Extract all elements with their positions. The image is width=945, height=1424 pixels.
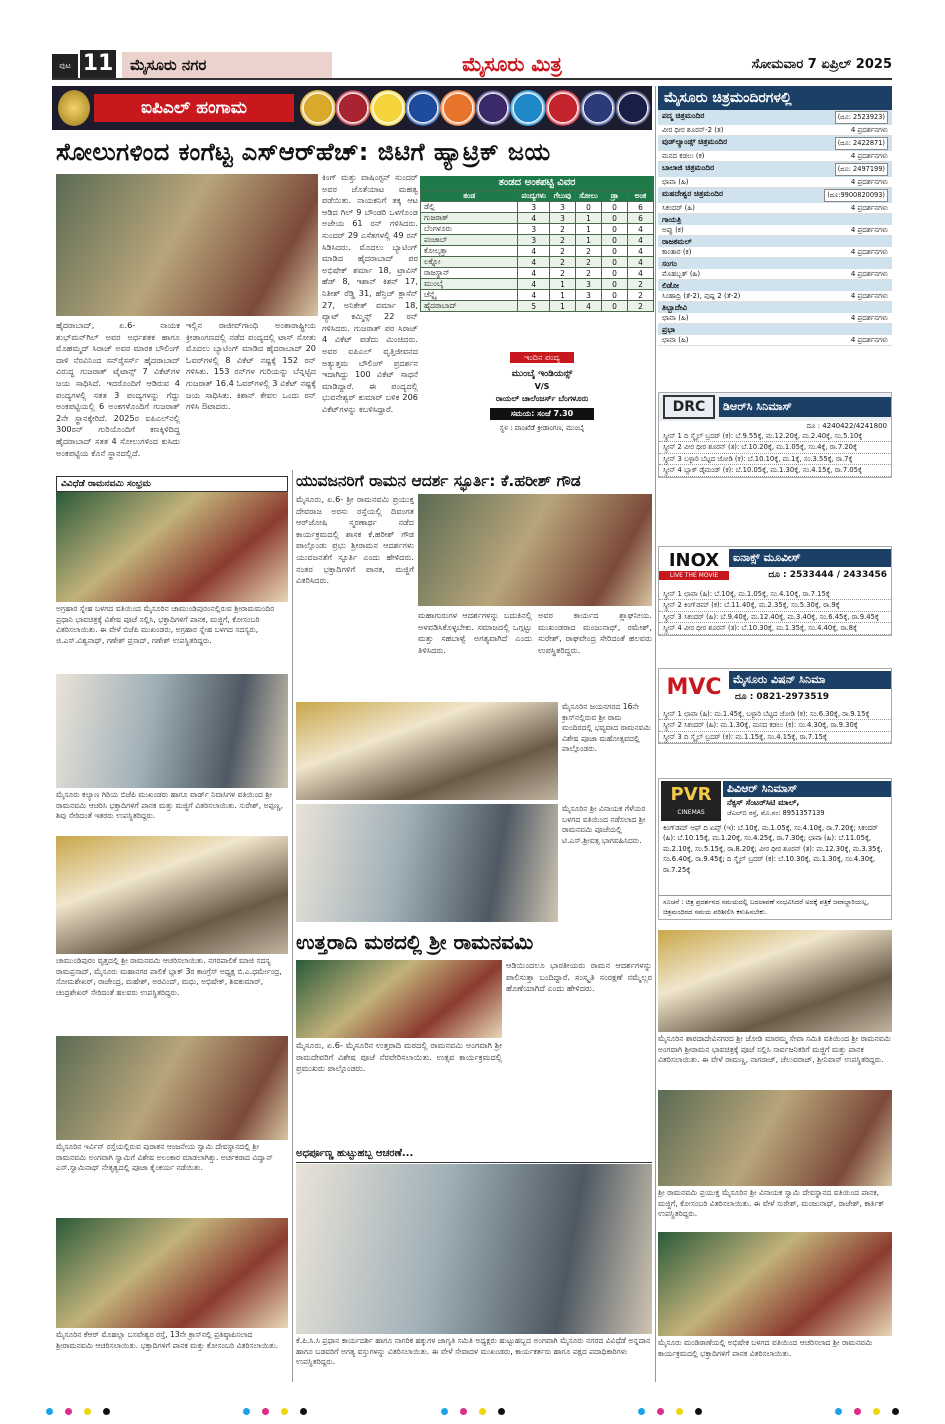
- ipl-banner-title: ಐಪಿಎಲ್ ಹಂಗಾಮ: [94, 94, 294, 122]
- drc-name: ಡಿಆರ್‌ಸಿ ಸಿನಿಮಾಸ್: [719, 397, 891, 417]
- movie-title: ಛಾವಾ (ಹಿ): [662, 314, 689, 322]
- team-name-cell: ಮುಂಬೈ: [421, 279, 518, 290]
- theatre-title: [658, 188, 892, 203]
- stat-cell: 0: [576, 202, 602, 213]
- section-title: ಮೈಸೂರು ನಗರ: [122, 52, 332, 78]
- stat-cell: 4: [628, 257, 654, 268]
- table-row: [421, 279, 654, 290]
- uttaradi-text-1: ಮೈಸೂರು, ಏ.6- ಮೈಸೂರಿನ ಉತ್ತರಾದಿ ಮಠದಲ್ಲಿ ರಾಮನವಮಿ ಅಂಗವಾಗಿ ಶ್ರೀ ರಾಮದೇವರಿಗೆ ವಿಶೇಷ ಪೂಜೆ ನೆರವೇರಿಸಲಾಯಿತು. ಉತ್ಸವ ಕಾರ್ಯಕ್ರಮದಲ್ಲಿ ಪ್ರಮುಖರು ಪಾಲ್ಗೊಂಡರು.: [296, 1040, 502, 1074]
- team-logo-icon: [370, 90, 406, 126]
- pvr-logo-sub: CINEMAS: [677, 809, 705, 816]
- movie-title: ಮನದ ಕಡಲು (ಕ): [662, 152, 705, 160]
- stat-cell: 4: [518, 290, 550, 301]
- registration-dot: [460, 1408, 467, 1415]
- registration-dot: [262, 1408, 269, 1415]
- stat-cell: 1: [550, 279, 576, 290]
- theatre-name: ರಾಜಕಮಲ್: [662, 237, 692, 246]
- column-rule: [292, 470, 293, 1382]
- ipl-trophy-icon: [58, 90, 90, 126]
- points-table-header-cell: ಸೋಲು: [576, 191, 602, 202]
- screen-listing: ಸ್ಕ್ರೀನ್ 3 ಸಿಕಂದರ್ (ಹಿ): ಬೆ.9.40ಕ್ಕೆ, ಮ.12.40ಕ್ಕೆ, ಮ.3.40ಕ್ಕೆ, ಸಂ.6.45ಕ್ಕೆ, ರಾ.9.45ಕ್ಕೆ: [659, 612, 891, 623]
- movie-row: [658, 313, 892, 324]
- ramanavami-caption-4: ಮೈಸೂರಿನ ಇರ್ವಿನ್ ರಸ್ತೆಯಲ್ಲಿರುವ ಪುರಾತನ ಆಂಜನೇಯ ಸ್ವಾಮಿ ದೇವಸ್ಥಾನದಲ್ಲಿ ಶ್ರೀ ರಾಮನವಮಿ ಅಂಗವಾಗಿ ಸ್ವಾಮಿಗೆ ವಿಶೇಷ ಅಲಂಕಾರ ಮಾಡಲಾಗಿತ್ತು. ಅರ್ಚಕರಾದ ವಿದ್ವಾನ್ ಎಸ್.ಸ್ವಾಮಿನಾಥ್ ನೇತೃತ್ವದಲ್ಲಿ ಪೂಜಾ ಕೈಂಕರ್ಯ ನಡೆಯಿತು.: [56, 1142, 273, 1173]
- inox-box: [658, 546, 892, 636]
- drc-screens: [659, 431, 891, 477]
- stat-cell: 2: [550, 257, 576, 268]
- mvc-box: [658, 668, 892, 744]
- right-caption-1: ಮೈಸೂರಿನ ಶಾರದಾದೇವಿನಗರದ ಶ್ರೀ ಜೋಡಿ ಮಾರಮ್ಮ ಸೇವಾ ಸಮಿತಿ ವತಿಯಿಂದ ಶ್ರೀ ರಾಮನವಮಿ ಅಂಗವಾಗಿ ಶ್ರೀರಾಮನ ಭಾವಚಿತ್ರಕ್ಕೆ ಪೂಜೆ ಸಲ್ಲಿಸಿ ಸಾರ್ವಜನಿಕರಿಗೆ ಮಜ್ಜಿಗೆ ಮತ್ತು ಪಾನಕ ವಿತರಿಸಲಾಯಿತು. ಈ ವೇಳೆ ರಾಮಣ್ಣ, ನಾಗರಾಜ್, ಚೆಲುವರಾಜ್, ಶ್ರೀನಿವಾಸ್ ಉಪಸ್ಥಿತರಿದ್ದರು.: [658, 1034, 891, 1065]
- show-count: 4 ಪ್ರದರ್ಶನಗಳು: [850, 152, 888, 160]
- stat-cell: 4: [628, 235, 654, 246]
- registration-dot: [498, 1408, 505, 1415]
- team-logo-icon: [580, 90, 616, 126]
- table-row: [421, 235, 654, 246]
- movie-row: [658, 125, 892, 136]
- stat-cell: 3: [576, 279, 602, 290]
- uttaradi-text-side: ಆಡಿಯಿಂದಲೂ ಭಾರತೀಯರು ರಾಮನ ಆದರ್ಶಗಳನ್ನು ಪಾಲಿಸುತ್ತಾ ಬಂದಿದ್ದಾರೆ. ಸಂಸ್ಕೃತಿ ಸಂರಕ್ಷಣೆ ನಮ್ಮೆಲ್ಲರ ಹೊಣೆಯಾಗಿದೆ ಎಂದು ಹೇಳಿದರು.: [506, 960, 652, 994]
- inox-phone: ದೂ : 2533444 / 2433456: [768, 570, 887, 580]
- stat-cell: 4: [518, 257, 550, 268]
- today-match-time: ಸಮಯ: ಸಂಜೆ 7.30: [490, 408, 594, 420]
- table-row: [421, 257, 654, 268]
- page-number: 11: [80, 50, 116, 78]
- theatre-name: ಪದ್ಮ ಚಿತ್ರಮಂದಿರ: [662, 111, 705, 120]
- ramanavami-caption-2: ಮೈಸೂರು ಕಲ್ಯಾಣ ಗಿರಿಯ ಬಿಜೆಪಿ ಮುಖಂಡರು ಹಾಗೂ ವಾರ್ಡ್ ನಿವಾಸಿಗಳ ವತಿಯಿಂದ ಶ್ರೀ ರಾಮನವಮಿ ಆಚರಿಸಿ ಭಕ್ತಾದಿಗಳಿಗೆ ಪಾನಕ ಮತ್ತು ಮಜ್ಜಿಗೆ ವಿತರಿಸಲಾಯಿತು. ಸುರೇಶ್, ಅಪ್ಪಣ್ಣ, ಶಿವು ಸೇರಿದಂತೆ ಇತರರು ಉಪಸ್ಥಿತರಿದ್ದರು.: [56, 790, 283, 821]
- ramanavami-photo-5: [56, 1218, 288, 1328]
- team-name-cell: ಡೆಲ್ಲಿ: [421, 202, 518, 213]
- team-logo-icon: [300, 90, 336, 126]
- show-count: 4 ಪ್ರದರ್ಶನಗಳು: [850, 336, 888, 344]
- movie-row: [658, 247, 892, 258]
- theatre-phone: (ದೂ:9900820093): [824, 189, 888, 202]
- show-count: 4 ಪ್ರದರ್ಶನಗಳು: [850, 292, 888, 300]
- screen-listing: ಸ್ಕ್ರೀನ್ 3 ದಿ ಸ್ಮೈಲ್ ಬ್ರದರ್ (ಕ): ಮ.1.15ಕ್ಕೆ, ಸಂ.4.15ಕ್ಕೆ, ರಾ.7.15ಕ್ಕೆ: [659, 732, 891, 743]
- inox-name: ಐನಾಕ್ಸ್ ಮೂವೀಸ್: [729, 549, 891, 567]
- theatre-title: [658, 302, 892, 313]
- screen-listing: ಸ್ಕ್ರೀನ್ 2 ವೀರ ಧೀರ ಶೂರನ್ (ತ): ಬೆ.10.20ಕ್ಕೆ, ಮ.1.05ಕ್ಕೆ, ಸಂ.4ಕ್ಕೆ, ರಾ.7.20ಕ್ಕೆ: [659, 442, 891, 453]
- registration-dot: [695, 1408, 702, 1415]
- stat-cell: 0: [602, 202, 628, 213]
- screen-listing: ಸ್ಕ್ರೀನ್ 2 ಕಿಂಗ್‌ಡಮ್ (ಕ): ಬೆ.11.40ಕ್ಕೆ, ಮ.2.35ಕ್ಕೆ, ಸಂ.5.30ಕ್ಕೆ, ರಾ.9ಕ್ಕೆ: [659, 600, 891, 611]
- table-row: [421, 290, 654, 301]
- today-match-label: ಇಂದಿನ ಪಂದ್ಯ: [510, 352, 574, 363]
- movie-title: ಮೊಹಬ್ಬತ್ (ಹಿ): [662, 270, 701, 278]
- stat-cell: 2: [550, 235, 576, 246]
- stat-cell: 6: [628, 213, 654, 224]
- stat-cell: 2: [628, 301, 654, 312]
- registration-dot: [46, 1408, 53, 1415]
- pvr-listing: ಕಿಂಗ್‌ಡಮ್ ಆಫ್ ದಿ ಏಪ್ಸ್ (ಇ): ಬೆ.10ಕ್ಕೆ, ಮ.1.05ಕ್ಕೆ, ಸಂ.4.10ಕ್ಕೆ, ರಾ.7.20ಕ್ಕೆ; ಸಿಕಂದರ್ (ಹಿ): ಬೆ.10.15ಕ್ಕೆ, ಮ.1.20ಕ್ಕೆ, ಸಂ.4.25ಕ್ಕೆ, ರಾ.7.30ಕ್ಕೆ; ಛಾವಾ (ಹಿ): ಬೆ.11.05ಕ್ಕೆ, ಮ.2.10ಕ್ಕೆ, ಸಂ.5.15ಕ್ಕೆ, ರಾ.8.20ಕ್ಕೆ; ವೀರ ಧೀರ ಶೂರನ್ (ತ): ಮ.12.30ಕ್ಕೆ, ಮ.3.35ಕ್ಕೆ, ಸಂ.6.40ಕ್ಕೆ, ರಾ.9.45ಕ್ಕೆ; ದಿ ಸ್ಮೈಲ್ ಬ್ರದರ್ (ಕ): ಬೆ.10.30ಕ್ಕೆ, ಮ.1.30ಕ್ಕೆ, ಸಂ.4.30ಕ್ಕೆ, ರಾ.7.25ಕ್ಕೆ: [663, 824, 883, 874]
- paper-name: ಮೈಸೂರು ಮಿತ್ರ: [462, 52, 562, 76]
- table-row: [421, 213, 654, 224]
- stat-cell: 3: [576, 290, 602, 301]
- right-photo-1: [658, 930, 892, 1032]
- stat-cell: 4: [628, 246, 654, 257]
- ramanavami-caption-5: ಮೈಸೂರಿನ ಕೆಆರ್ ಮೊಹಲ್ಲಾ ಬಸವೇಶ್ವರ ರಸ್ತೆ, 13ನೇ ಕ್ರಾಸ್‌ನಲ್ಲಿ ಪ್ರತಿಷ್ಠಾಪಿಸಲಾದ ಶ್ರೀರಾಮನವಮಿ ಆಚರಿಸಲಾಯಿತು. ಭಕ್ತಾದಿಗಳಿಗೆ ಪಾನಕ ಮತ್ತು ಕೋಸಂಬರಿ ವಿತರಿಸಲಾಯಿತು.: [56, 1330, 279, 1350]
- stat-cell: 0: [602, 213, 628, 224]
- theatre-name: ವುಡ್‌ಲ್ಯಾಂಡ್ಸ್ ಚಿತ್ರಮಂದಿರ: [662, 137, 728, 146]
- movie-title: ಸಿಂಹಾದ್ರಿ (ತೆ-2), ಪುಷ್ಪ 2 (ತೆ-2): [662, 292, 741, 300]
- team-logo-icon: [545, 90, 581, 126]
- stat-cell: 0: [602, 301, 628, 312]
- birthday-heading: ಅಧರ್ಪೂಣ್ಣ ಹುಟ್ಟುಹಬ್ಬ ಆಚರಣೆ...: [296, 1146, 652, 1163]
- ipl-col1: ಹೈದರಾಬಾದ್, ಏ.6- ನಾಯಕ ಶುಭ್‌ಮನ್‌ಗಿಲ್ ಅವರ ಅರ್ಧಶತಕ ಹಾಗೂ ಮೊಹಮ್ಮದ್ ಸಿರಾಜ್ ಅವರ ಮಾರಕ ಬೌಲಿಂಗ್ ದಾಳಿ ನೆರವಿನಿಂದ ಸನ್‌ರೈಸರ್ಸ್ ಹೈದರಾಬಾದ್ ವಿರುದ್ಧ ಗುಜರಾತ್ ಟೈಟಾನ್ಸ್ 7 ವಿಕೆಟ್‌ಗಳ ಜಯ ಸಾಧಿಸಿದೆ. ಇದರೊಂದಿಗೆ ಆಡಿರುವ 4 ಪಂದ್ಯಗಳಲ್ಲಿ ಸತತ 3 ಪಂದ್ಯಗಳನ್ನು ಗೆದ್ದು ಅಂಕಪಟ್ಟಿಯಲ್ಲಿ 6 ಅಂಕಗಳೊಂದಿಗೆ ಗುಜರಾತ್ 2ನೇ ಸ್ಥಾನಕ್ಕೇರಿದೆ. 2025ರ ಐಪಿಎಲ್‌ನಲ್ಲಿ 300ರನ್ ಗುರಿಯೊಂದಿಗೆ ಕಣಕ್ಕಿಳಿದಿದ್ದ ಹೈದರಾಬಾದ್ ಸತತ 4 ಸೋಲುಗಳಿಂದ ಕುಸಿದು ಅಂಕಪಟ್ಟಿಯ ಕೊನೆ ಸ್ಥಾನದಲ್ಲಿದೆ.: [56, 320, 180, 458]
- screen-listing: ಸ್ಕ್ರೀನ್ 4 ವೀರ ಧೀರ ಶೂರನ್ (ತ): ಬೆ.10.30ಕ್ಕೆ, ಮ.1.35ಕ್ಕೆ, ಸಂ.4.40ಕ್ಕೆ, ರಾ.8ಕ್ಕೆ: [659, 623, 891, 634]
- cinema-heading: ಮೈಸೂರು ಚಿತ್ರಮಂದಿರಗಳಲ್ಲಿ: [658, 86, 892, 110]
- stat-cell: 4: [518, 213, 550, 224]
- team-name-cell: ರಾಜಸ್ಥಾನ್: [421, 268, 518, 279]
- stat-cell: 0: [602, 224, 628, 235]
- registration-marks: [40, 1400, 905, 1410]
- theatre-name: ಬಾಲಾಜಿ ಚಿತ್ರಮಂದಿರ: [662, 163, 715, 172]
- show-count: 4 ಪ್ರದರ್ಶನಗಳು: [850, 204, 888, 212]
- registration-dot-group: [632, 1400, 708, 1410]
- theatre-title: [658, 236, 892, 247]
- registration-dot: [657, 1408, 664, 1415]
- right-photo-3: [658, 1232, 892, 1336]
- mvc-name: ಮೈಸೂರು ವಿಷನ್ ಸಿನಿಮಾ: [729, 671, 891, 689]
- pvr-address2: ಜೆಎಲ್‌ಬಿ ರಸ್ತೆ, ಮೊ.ನಂ: 8951357139: [727, 809, 825, 817]
- show-count: 4 ಪ್ರದರ್ಶನಗಳು: [850, 126, 888, 134]
- movie-title: ಛಾವಾ (ಹಿ): [662, 336, 689, 344]
- team-name-cell: ಕೋಲ್ಕತ್ತಾ: [421, 246, 518, 257]
- registration-dot: [281, 1408, 288, 1415]
- theatre-title: [658, 214, 892, 225]
- theatre-title: [658, 280, 892, 291]
- theatre-name: ಪ್ರಭಾ: [662, 325, 676, 334]
- stat-cell: 3: [518, 202, 550, 213]
- youth-photo: [418, 494, 652, 606]
- team-name-cell: ಹೈದರಾಬಾದ್: [421, 301, 518, 312]
- show-count: 4 ಪ್ರದರ್ಶನಗಳು: [850, 314, 888, 322]
- team-name-cell: ಚೆನ್ನೈ: [421, 290, 518, 301]
- pvr-address: ನೆಕ್ಸಸ್ ಸೆಂಟರ್‌ಸಿಟಿ ಮಾಲ್,: [727, 798, 800, 807]
- team-logo-icon: [510, 90, 546, 126]
- stat-cell: 4: [518, 268, 550, 279]
- team-name-cell: ಬೆಂಗಳೂರು: [421, 224, 518, 235]
- registration-dot: [854, 1408, 861, 1415]
- show-count: 4 ಪ್ರದರ್ಶನಗಳು: [850, 226, 888, 234]
- today-match-venue: ಸ್ಥಳ : ವಾಂಖೆಡೆ ಕ್ರೀಡಾಂಗಣ, ಮುಂಬೈ: [499, 424, 585, 432]
- registration-dot: [300, 1408, 307, 1415]
- stat-cell: 0: [602, 279, 628, 290]
- youth-headline: ಯುವಜನರಿಗೆ ರಾಮನ ಆದರ್ಶ ಸ್ಫೂರ್ತಿ: ಕೆ.ಹರೀಶ್ ಗೌಡ: [296, 472, 581, 490]
- theatre-name: ಸಂಗಂ: [662, 259, 677, 268]
- youth-text-3: ಅವರ ಕಾರ್ಯದ ಶ್ಲಾಘನೀಯ. ಮುಖಂಡರಾದ ಮಂಜುನಾಥ್, ರಮೇಶ್, ಸುರೇಶ್, ರಾಘವೇಂದ್ರ ಸೇರಿದಂತೆ ಹಲವರು ಉಪಸ್ಥಿತರಿದ್ದರು.: [538, 610, 652, 655]
- registration-dot: [638, 1408, 645, 1415]
- movie-row: [658, 225, 892, 236]
- registration-dot-group: [40, 1400, 116, 1410]
- youth-text-2: ಮಹಾಗುರುಗಳ ಆದರ್ಶಗಳನ್ನು ಬದುಕಿನಲ್ಲಿ ಅಳವಡಿಸಿಕೊಳ್ಳಬೇಕು. ಸಮಾಜದಲ್ಲಿ ಒಗ್ಗಟ್ಟು ಮತ್ತು ಸಹಬಾಳ್ವೆ ಅಗತ್ಯವಾಗಿದೆ ಎಂದು ತಿಳಿಸಿದರು.: [418, 610, 532, 655]
- movie-row: [658, 151, 892, 162]
- mvc-logo: MVC: [666, 675, 722, 700]
- registration-dot: [84, 1408, 91, 1415]
- pvr-note: ಸೂಚನೆ : ಚಿತ್ರ ಪ್ರದರ್ಶನದ ಸಮಯದಲ್ಲಿ ಬದಲಾವಣೆ ಸಂಭವಿಸಿದರೆ ಅದಕ್ಕೆ ಪತ್ರಿಕೆ ಜವಾಬ್ದಾರಿಯಲ್ಲ, ಚಿತ್ರಮಂದಿರದ ಸಮಯ ಪರಿಶೀಲಿಸಿ ಕಳುಹಿಸಬೇಕು.: [659, 895, 891, 919]
- points-table-header-cell: ಅಂಕ: [628, 191, 654, 202]
- registration-dot: [243, 1408, 250, 1415]
- cinema-column: [658, 86, 892, 346]
- ramanavami-heading: ವಿವಿಧೆಡೆ ರಾಮನವಮಿ ಸಂಭ್ರಮ: [56, 476, 288, 492]
- team-logos: [300, 90, 650, 126]
- theatre-title: [658, 258, 892, 269]
- table-row: [421, 246, 654, 257]
- points-table-header-cell: ಡ್ರಾ: [602, 191, 628, 202]
- uttaradi-headline: ಉತ್ತರಾದಿ ಮಠದಲ್ಲಿ ಶ್ರೀ ರಾಮನವಮಿ: [296, 930, 534, 954]
- points-table: [420, 190, 654, 312]
- registration-dot: [441, 1408, 448, 1415]
- registration-dot: [835, 1408, 842, 1415]
- stat-cell: 2: [550, 224, 576, 235]
- movie-title: ಛಾವಾ (ಹಿ): [662, 178, 689, 186]
- birthday-photo: [296, 1164, 652, 1334]
- movie-title: ವೀರ ಧೀರ ಶೂರನ್-2 (ತ): [662, 126, 724, 134]
- column-rule: [655, 86, 656, 1382]
- team-name-cell: ಪಂಜಾಬ್: [421, 235, 518, 246]
- stat-cell: 2: [550, 268, 576, 279]
- issue-date: ಸೋಮವಾರ 7 ಏಪ್ರಿಲ್ 2025: [751, 57, 892, 72]
- stat-cell: 1: [576, 224, 602, 235]
- stat-cell: 3: [550, 213, 576, 224]
- screen-listing: ಸ್ಕ್ರೀನ್ 1 ದಿ ಸ್ಮೈಲ್ ಬ್ರದರ್ (ಕ): ಬೆ.9.55ಕ್ಕೆ, ಮ.12.20ಕ್ಕೆ, ಮ.2.40ಕ್ಕೆ, ಸಂ.5.10ಕ್ಕೆ: [659, 431, 891, 442]
- stat-cell: 4: [518, 246, 550, 257]
- ipl-col3: ಕಿಂಗ್ ಮತ್ತು ವಾಷಿಂಗ್ಟನ್ ಸುಂದರ್ ಅವರ ಜೊತೆಯಾಟ ಮಹತ್ವ ಪಡೆಯಿತು. ನಾಯಕನಿಗೆ ತಕ್ಕ ಆಟ ಆಡಿದ ಗಿಲ್ 9 ಬೌಂಡರಿ ಒಳಗೊಂಡ ಅಜೇಯ 61 ರನ್ ಗಳಿಸಿದರು. ಸುಂದರ್ 29 ಎಸೆತಗಳಲ್ಲಿ 49 ರನ್ ಸಿಡಿಸಿದರು. ಮೊದಲು ಬ್ಯಾಟಿಂಗ್ ಮಾಡಿದ ಹೈದರಾಬಾದ್ ಪರ ಅಭಿಷೇಕ್ ಶರ್ಮಾ 18, ಟ್ರಾವಿಸ್ ಹೆಡ್ 8, ಇಶಾನ್ ಕಿಶನ್ 17, ನಿತೀಶ್ ರೆಡ್ಡಿ 31, ಹೆನ್ರಿಚ್ ಕ್ಲಾಸೆನ್ 27, ಅನಿಕೇತ್ ವರ್ಮಾ 18, ಪ್ಯಾಟ್ ಕಮ್ಮಿನ್ಸ್ 22 ರನ್ ಗಳಿಸಿದರು. ಗುಜರಾತ್ ಪರ ಸಿರಾಜ್ 4 ವಿಕೆಟ್ ಪಡೆದು ಮಿಂಚಿದರು. ಅವರ ಐಪಿಎಲ್ ವೃತ್ತಿಜೀವನದ ಅತ್ಯುತ್ತಮ ಬೌಲಿಂಗ್ ಪ್ರದರ್ಶನ ಇದಾಗಿದ್ದು 100 ವಿಕೆಟ್ ಸಾಧನೆ ಮಾಡಿದ್ದಾರೆ. ಈ ಪಂದ್ಯದಲ್ಲಿ ಭುವನೇಶ್ವರ್ ಕುಮಾರ್ ಬಳಿಕ 206 ವಿಕೆಟ್‌ಗಳನ್ನು ಕಬಳಿಸಿದ್ದಾರೆ.: [322, 172, 418, 414]
- table-row: [421, 268, 654, 279]
- registration-dot: [892, 1408, 899, 1415]
- movie-title: ಕಾಂತಾರ (ಕ): [662, 248, 692, 256]
- points-table-box: [420, 176, 654, 312]
- points-table-title: ತಂಡದ ಅಂಕಪಟ್ಟಿ ವಿವರ: [420, 176, 654, 190]
- registration-dot-group: [435, 1400, 511, 1410]
- masthead: [52, 50, 892, 80]
- stat-cell: 2: [576, 268, 602, 279]
- cinema-list: [658, 110, 892, 346]
- temple-photo-1: [296, 702, 558, 800]
- ramanavami-photo-2: [56, 674, 288, 788]
- show-count: 4 ಪ್ರದರ್ಶನಗಳು: [850, 178, 888, 186]
- pvr-box: [658, 778, 892, 920]
- screen-listing: ಸ್ಕ್ರೀನ್ 4 ಬ್ಲಾಕ್ ಡೈಮಂಡ್ (ಕ): ಬೆ.10.05ಕ್ಕೆ, ಮ.1.30ಕ್ಕೆ, ಸಂ.4.15ಕ್ಕೆ, ರಾ.7.05ಕ್ಕೆ: [659, 465, 891, 476]
- stat-cell: 3: [518, 224, 550, 235]
- table-row: [421, 224, 654, 235]
- points-table-header-cell: ತಂಡ: [421, 191, 518, 202]
- ramanavami-photo-3: [56, 836, 288, 954]
- registration-dot: [65, 1408, 72, 1415]
- team-logo-icon: [475, 90, 511, 126]
- right-photo-2: [658, 1090, 892, 1186]
- team-logo-icon: [335, 90, 371, 126]
- ramanavami-photo-4: [56, 1036, 288, 1140]
- theatre-phone: (ದೂ: 2422871): [835, 137, 888, 150]
- mvc-phone: ದೂ : 0821-2973519: [735, 692, 830, 702]
- drc-logo: DRC: [663, 395, 715, 419]
- stat-cell: 0: [602, 246, 628, 257]
- pvr-name: ಪಿವಿಆರ್ ಸಿನಿಮಾಸ್: [723, 781, 891, 797]
- today-match-team2: ರಾಯಲ್ ಚಾಲೆಂಜರ್ಸ್ ಬೆಂಗಳೂರು: [495, 394, 589, 403]
- ipl-banner: [52, 86, 652, 130]
- theatre-title: [658, 324, 892, 335]
- show-count: 4 ಪ್ರದರ್ಶನಗಳು: [850, 270, 888, 278]
- stat-cell: 3: [550, 202, 576, 213]
- inox-logo: INOX: [668, 550, 720, 571]
- theatre-name: ತಿಬ್ಬಾದೇವಿ: [662, 303, 688, 312]
- screen-listing: ಸ್ಕ್ರೀನ್ 1 ಛಾವಾ (ಹಿ): ಬೆ.10ಕ್ಕೆ, ಮ.1.05ಕ್ಕೆ, ಸಂ.4.10ಕ್ಕೆ, ರಾ.7.15ಕ್ಕೆ: [659, 589, 891, 600]
- stat-cell: 4: [628, 268, 654, 279]
- ramanavami-caption-3: ಚಾಮುಂಡಿಪುರಂ ವೃತ್ತದಲ್ಲಿ ಶ್ರೀ ರಾಮನವಮಿ ಆಚರಿಸಲಾಯಿತು. ನಗರಪಾಲಿಕೆ ಮಾಜಿ ಸದಸ್ಯ ರಾಮಪ್ರಸಾದ್, ಮೈಸೂರು ಮಹಾನಗರ ಪಾಲಿಕೆ ಬ್ಲಾಕ್ 3ರ ಕಾಂಗ್ರೆಸ್ ಅಧ್ಯಕ್ಷ ಬಿ.ಎ.ಧರ್ಮೇಂದ್ರ, ಸೋಮಶೇಖರ್, ರಾಜೇಂದ್ರ, ಮಹೇಶ್, ಅರವಿಂದ್, ಮಧು, ಅಭಿಷೇಕ್, ಶಿವಕುಮಾರ್, ಚಂದ್ರಶೇಖರ್ ಸೇರಿದಂತೆ ಹಲವರು ಉಪಸ್ಥಿತರಿದ್ದರು.: [56, 956, 282, 997]
- stat-cell: 0: [602, 268, 628, 279]
- pvr-logo: PVR: [670, 784, 712, 805]
- stat-cell: 1: [576, 235, 602, 246]
- stat-cell: 2: [576, 246, 602, 257]
- page-label: ಪುಟ: [52, 54, 78, 78]
- team-logo-icon: [405, 90, 441, 126]
- stat-cell: 5: [518, 301, 550, 312]
- ramanavami-caption-1: ಅಗ್ರಹಾರ ಸ್ನೇಹ ಬಳಗದ ವತಿಯಿಂದ ಮೈಸೂರಿನ ಚಾಮುಂಡಿಪುರಂನಲ್ಲಿರುವ ಶ್ರೀರಾಮಮಂದಿರ ಪ್ರಧಾನಿ ಭಾವಚಿತ್ರಕ್ಕೆ ವಿಶೇಷ ಪೂಜೆ ಸಲ್ಲಿಸಿ, ಭಕ್ತಾದಿಗಳಿಗೆ ಪಾನಕ, ಮಜ್ಜಿಗೆ, ಕೋಸಂಬರಿ ವಿತರಿಸಲಾಯಿತು. ಈ ವೇಳೆ ಬಿಜೆಪಿ ಮುಖಂಡರು, ಅಗ್ರಹಾರ ಸ್ನೇಹ ಬಳಗದ ಸದಸ್ಯರು, ಜಿ.ಎಸ್.ವಿಶ್ವನಾಥ್, ಗಣೇಶ್ ಪ್ರಸಾದ್, ಗಣೇಶ್ ಉಪಸ್ಥಿತರಿದ್ದರು.: [56, 604, 275, 645]
- stat-cell: 4: [518, 279, 550, 290]
- registration-dot: [873, 1408, 880, 1415]
- temple-caption-2: ಮೈಸೂರಿನ ಶ್ರೀ ವಿನಾಯಕ ಗೆಳೆಯರ ಬಳಗದ ವತಿಯಿಂದ ನಡೆಸಲಾದ ಶ್ರೀ ರಾಮನವಮಿ ಪೂಜೆಯಲ್ಲಿ ಟಿ.ಎಸ್.ಶ್ರೀವತ್ಸ ಭಾಗವಹಿಸಿದರು.: [562, 804, 646, 845]
- stat-cell: 4: [576, 301, 602, 312]
- uttaradi-photo: [296, 960, 502, 1038]
- movie-row: [658, 335, 892, 346]
- birthday-caption: ಕೆ.ಪಿ.ಸಿ.ಸಿ ಪ್ರಧಾನ ಕಾರ್ಯದರ್ಶಿ ಹಾಗೂ ನಾಗರಿಕ ಹಕ್ಕುಗಳ ಜಾಗೃತಿ ಸಮಿತಿ ಅಧ್ಯಕ್ಷರು ಹುಟ್ಟುಹಬ್ಬದ ಅಂಗವಾಗಿ ಮೈಸೂರು ನಗರದ ವಿವಿಧೆಡೆ ಅನ್ನದಾನ ಹಾಗೂ ಬಡವರಿಗೆ ಅಗತ್ಯ ವಸ್ತುಗಳನ್ನು ವಿತರಿಸಲಾಯಿತು. ಈ ವೇಳೆ ಸೇವಾದಳ ಮುಖಂಡರು, ಕಾರ್ಯಕರ್ತರು ಹಾಗೂ ಪಕ್ಷದ ಪದಾಧಿಕಾರಿಗಳು ಉಪಸ್ಥಿತರಿದ್ದರು.: [296, 1336, 651, 1367]
- stat-cell: 1: [576, 213, 602, 224]
- stat-cell: 0: [602, 235, 628, 246]
- inox-screens: [659, 589, 891, 635]
- team-name-cell: ಗುಜರಾತ್: [421, 213, 518, 224]
- movie-row: [658, 203, 892, 214]
- right-caption-2: ಶ್ರೀ ರಾಮನವಮಿ ಪ್ರಯುಕ್ತ ಮೈಸೂರಿನ ಶ್ರೀ ವಿನಾಯಕ ಸ್ವಾಮಿ ದೇವಸ್ಥಾನದ ವತಿಯಿಂದ ಪಾನಕ, ಮಜ್ಜಿಗೆ, ಕೋಸಂಬರಿ ವಿತರಿಸಲಾಯಿತು. ಈ ವೇಳೆ ಸುರೇಶ್, ಮಂಜುನಾಥ್, ರಾಜೇಶ್, ಕಾರ್ತಿಕ್ ಉಪಸ್ಥಿತರಿದ್ದರು.: [658, 1188, 885, 1219]
- drc-phone: ದೂ : 4240422/4241800: [806, 422, 887, 430]
- ipl-col2: ಇಲ್ಲಿನ ರಾಜೀವ್‌ಗಾಂಧಿ ಅಂತಾರಾಷ್ಟ್ರೀಯ ಕ್ರೀಡಾಂಗಣದಲ್ಲಿ ನಡೆದ ಪಂದ್ಯದಲ್ಲಿ ಟಾಸ್ ಸೋತು ಮೊದಲು ಬ್ಯಾಟಿಂಗ್ ಮಾಡಿದ ಹೈದರಾಬಾದ್ 20 ಓವರ್‌ಗಳಲ್ಲಿ 8 ವಿಕೆಟ್ ನಷ್ಟಕ್ಕೆ 152 ರನ್ ಗಳಿಸಿತು. 153 ರನ್‌ಗಳ ಗುರಿಯನ್ನು ಬೆನ್ನಟ್ಟಿದ ಗುಜರಾತ್ 16.4 ಓವರ್‌ಗಳಲ್ಲಿ 3 ವಿಕೆಟ್ ನಷ್ಟಕ್ಕೆ ಜಯ ಸಾಧಿಸಿತು. ಕಿಶಾನ್ ಕೇವಲ ಒಂದು ರನ್ ಗಳಿಸಿ ಔಟಾದರು.: [186, 320, 316, 412]
- points-table-header: [421, 191, 654, 202]
- theatre-title: [658, 162, 892, 177]
- ipl-headline: ಸೋಲುಗಳಿಂದ ಕಂಗೆಟ್ಟ ಎಸ್‌ಆರ್‌ಹೆಚ್: ಜಿಟಿಗೆ ಹ್ಯಾಟ್ರಿಕ್ ಜಯ: [56, 138, 551, 166]
- registration-dot: [103, 1408, 110, 1415]
- theatre-title: [658, 136, 892, 151]
- theatre-phone: (ದೂ: 2497199): [835, 163, 888, 176]
- movie-row: [658, 177, 892, 188]
- stat-cell: 4: [628, 224, 654, 235]
- right-caption-3: ಮೈಸೂರು ಮಂಡಿಠಾಣೆಯಲ್ಲಿ ಅಭಿಷೇಕ ಬಳಗದ ವತಿಯಿಂದ ಆಚರಿಸಲಾದ ಶ್ರೀ ರಾಮನವಮಿ ಕಾರ್ಯಕ್ರಮದಲ್ಲಿ ಭಕ್ತಾದಿಗಳಿಗೆ ಪಾನಕ ವಿತರಿಸಲಾಯಿತು.: [658, 1338, 873, 1358]
- screen-listing: ಸ್ಕ್ರೀನ್ 1 ಛಾವಾ (ಹಿ): ಮ.1.45ಕ್ಕೆ, ಬಳ್ಳಾರಿ ಬೆಟ್ಟದ ಜೋಡಿ (ಕ): ಸಂ.6.30ಕ್ಕೆ, ರಾ.9.15ಕ್ಕೆ: [659, 709, 891, 720]
- theatre-title: [658, 110, 892, 125]
- movie-title: ಅಪ್ಪು (ಕ): [662, 226, 684, 234]
- stat-cell: 2: [576, 257, 602, 268]
- movie-row: [658, 269, 892, 280]
- ramanavami-photo-1: [56, 492, 288, 602]
- points-table-header-cell: ಪಂದ್ಯಗಳು: [518, 191, 550, 202]
- registration-dot: [676, 1408, 683, 1415]
- registration-dot-group: [237, 1400, 313, 1410]
- today-match: [480, 352, 604, 470]
- ipl-match-photo: [56, 174, 318, 316]
- stat-cell: 0: [602, 257, 628, 268]
- stat-cell: 1: [550, 290, 576, 301]
- show-count: 4 ಪ್ರದರ್ಶನಗಳು: [850, 248, 888, 256]
- temple-caption-1: ಮೈಸೂರಿನ ಜಯನಗರದ 16ನೇ ಕ್ರಾಸ್‌ನಲ್ಲಿರುವ ಶ್ರೀ ರಾಮ ಮಂದಿರದಲ್ಲಿ ಭವ್ಯವಾದ ರಾಮನವಮಿ ವಿಶೇಷ ಪೂಜಾ ಮಹೋತ್ಸವದಲ್ಲಿ ಪಾಲ್ಗೊಂಡರು.: [562, 702, 651, 754]
- temple-photo-2: [296, 804, 558, 922]
- stat-cell: 1: [550, 301, 576, 312]
- inox-tagline: LIVE THE MOVIE: [659, 571, 729, 580]
- youth-text-1: ಮೈಸೂರು, ಏ.6- ಶ್ರೀ ರಾಮನವಮಿ ಪ್ರಯುಕ್ತ ದೇವರಾಜ ಅರಸು ರಸ್ತೆಯಲ್ಲಿ ದಿವಂಗತ ಆರ್‌ಜೋಷಿ ಸ್ಮರಣಾರ್ಥ ನಡೆದ ಕಾರ್ಯಕ್ರಮದಲ್ಲಿ ಶಾಸಕ ಕೆ.ಹರೀಶ್ ಗೌಡ ಪಾಲ್ಗೊಂಡು ಪ್ರಭು ಶ್ರೀರಾಮನ ಆದರ್ಶಗಳು ಯುವಜನತೆಗೆ ಸ್ಫೂರ್ತಿ ಎಂದು ಹೇಳಿದರು. ನಂತರ ಭಕ್ತಾದಿಗಳಿಗೆ ಪಾನಕ, ಮಜ್ಜಿಗೆ ವಿತರಿಸಿದರು.: [296, 494, 414, 586]
- theatre-name: ಮಹದೇಶ್ವರ ಚಿತ್ರಮಂದಿರ: [662, 189, 724, 198]
- registration-dot: [479, 1408, 486, 1415]
- movie-title: ಸಿಕಂದರ್ (ಹಿ): [662, 204, 695, 212]
- screen-listing: ಸ್ಕ್ರೀನ್ 3 ಬಳ್ಳಾರಿ ಬೆಟ್ಟದ ಜೋಡಿ (ಕ): ಬೆ.10.10ಕ್ಕೆ, ಮ.1ಕ್ಕೆ, ಸಂ.3.55ಕ್ಕೆ, ರಾ.7ಕ್ಕೆ: [659, 454, 891, 465]
- screen-listing: ಸ್ಕ್ರೀನ್ 2 ಸಿಕಂದರ್ (ಹಿ): ಮ.1.30ಕ್ಕೆ, ಮನದ ಕಡಲು (ಕ): ಸಂ.4.30ಕ್ಕೆ, ರಾ.9.30ಕ್ಕೆ: [659, 720, 891, 731]
- stat-cell: 6: [628, 202, 654, 213]
- today-match-team1: ಮುಂಬೈ ಇಂಡಿಯನ್ಸ್: [511, 369, 573, 379]
- drc-box: [658, 392, 892, 478]
- today-match-vs: V/S: [534, 382, 550, 391]
- team-logo-icon: [440, 90, 476, 126]
- theatre-name: ಲಿಡೋ: [662, 281, 680, 290]
- table-row: [421, 202, 654, 213]
- team-name-cell: ಲಕ್ನೋ: [421, 257, 518, 268]
- mvc-screens: [659, 709, 891, 743]
- stat-cell: 2: [550, 246, 576, 257]
- stat-cell: 2: [628, 290, 654, 301]
- table-row: [421, 301, 654, 312]
- registration-dot-group: [829, 1400, 905, 1410]
- stat-cell: 3: [518, 235, 550, 246]
- points-table-header-cell: ಗೆಲುವು: [550, 191, 576, 202]
- theatre-phone: (ದೂ: 2523923): [835, 111, 888, 124]
- stat-cell: 0: [602, 290, 628, 301]
- team-logo-icon: [615, 90, 651, 126]
- theatre-name: ಗಾಯತ್ರಿ: [662, 215, 682, 224]
- stat-cell: 2: [628, 279, 654, 290]
- movie-row: [658, 291, 892, 302]
